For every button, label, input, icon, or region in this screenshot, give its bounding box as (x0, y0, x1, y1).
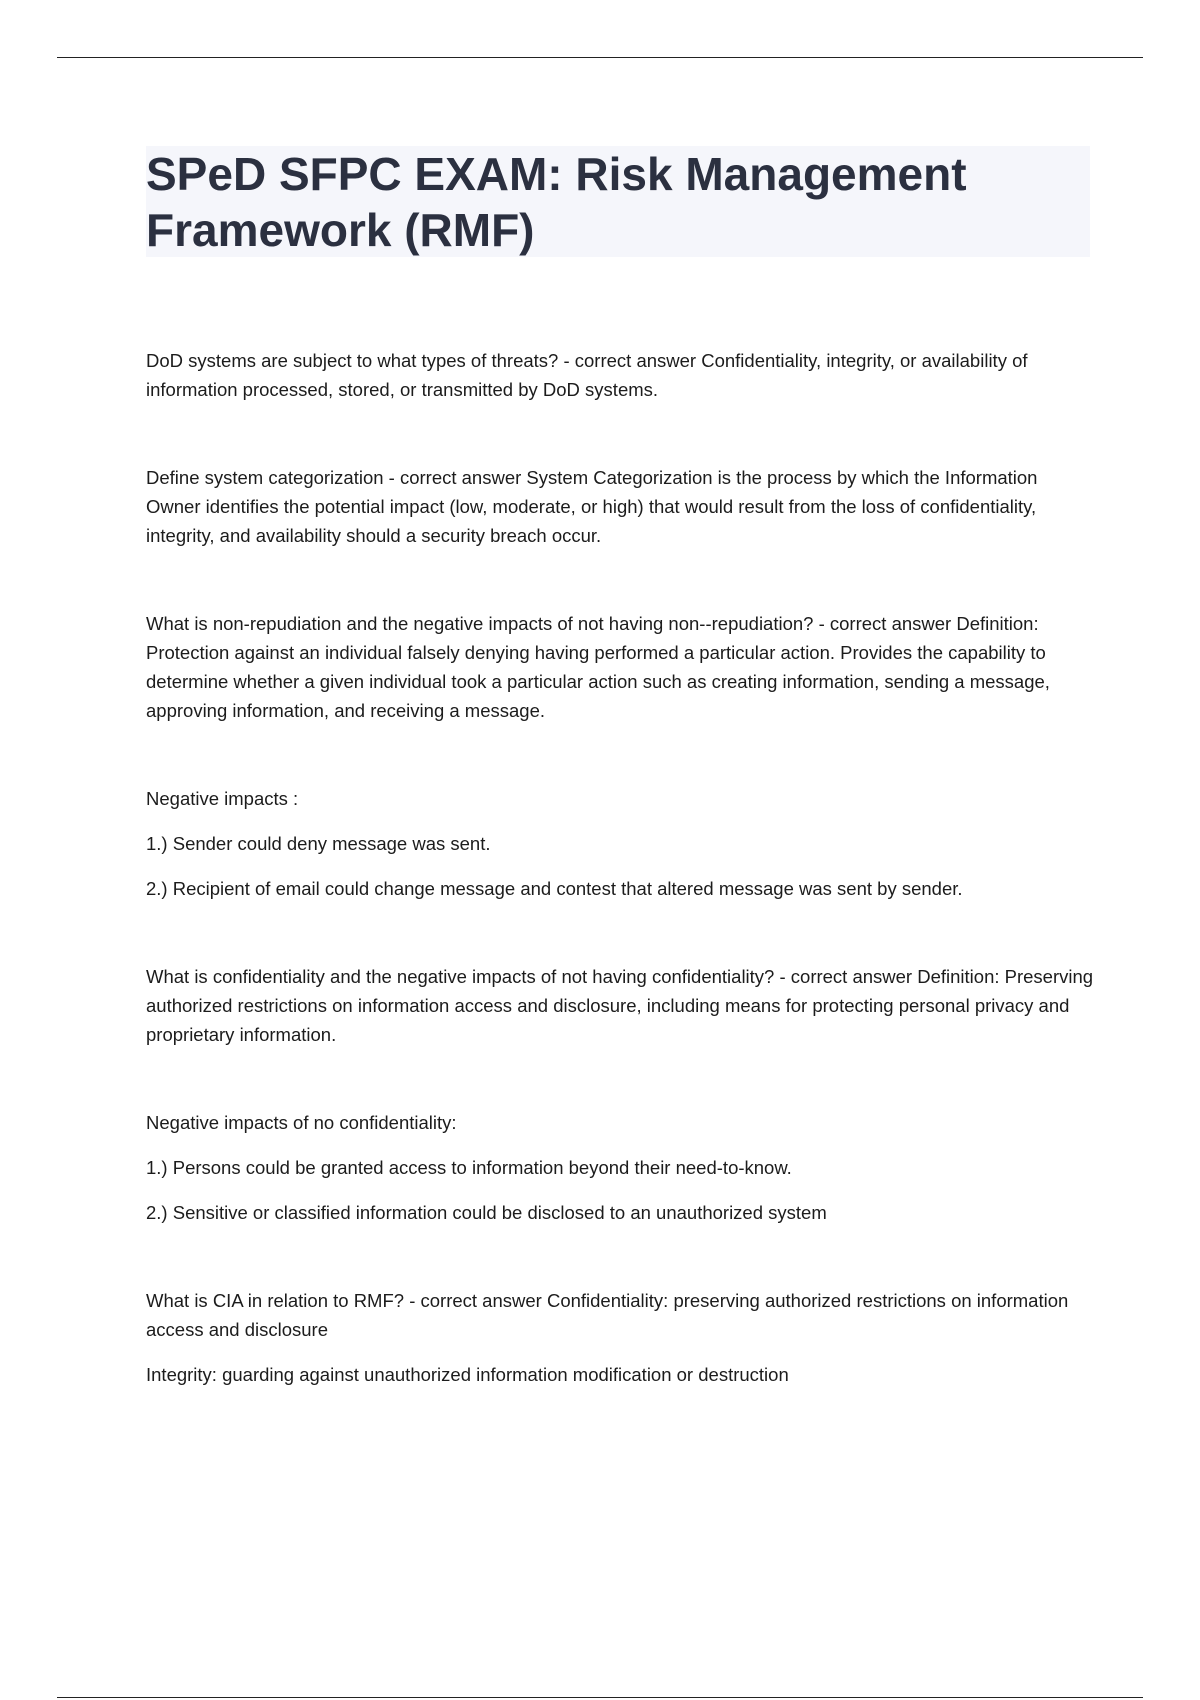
title-banner (146, 146, 1090, 257)
paragraph-non-repudiation: What is non-repudiation and the negative impacts of not having non--repudiation? - correct answer Definition: Protection against an individual falsely denying having performed a particular action. Provides the capability to determine whether a given individual took a particular action such as creating information, sending a message, approving information, and receiving a message. (146, 613, 1050, 721)
top-rule (57, 57, 1143, 58)
paragraph-negative-impacts-label: Negative impacts : (146, 788, 299, 809)
document-body (146, 346, 1096, 1389)
paragraph-confidentiality: What is confidentiality and the negative impacts of not having confidentiality? - correct answer Definition: Preserving authorized restrictions on information access and disclosure, including means for protecting personal privacy and proprietary information. (146, 966, 1094, 1045)
list-item: 2.) Recipient of email could change message and contest that altered message was sent by sender. (146, 878, 963, 899)
paragraph-threats: DoD systems are subject to what types of threats? - correct answer Confidentiality, integrity, or availability of information processed, stored, or transmitted by DoD systems. (146, 350, 1028, 400)
paragraph-integrity: Integrity: guarding against unauthorized information modification or destruction (146, 1364, 789, 1385)
document-title: SPeD SFPC EXAM: Risk Management Framework (RMF) (146, 148, 967, 256)
list-item: 1.) Persons could be granted access to information beyond their need-to-know. (146, 1157, 792, 1178)
bottom-rule (57, 1697, 1143, 1698)
paragraph-cia: What is CIA in relation to RMF? - correct answer Confidentiality: preserving authorized restrictions on information access and disclosure (146, 1290, 1069, 1340)
paragraph-system-categorization: Define system categorization - correct answer System Categorization is the process by which the Information Owner identifies the potential impact (low, moderate, or high) that would result from the loss of confidentiality, integrity, and availability should a security breach occur. (146, 467, 1038, 546)
paragraph-no-confidentiality-label: Negative impacts of no confidentiality: (146, 1112, 457, 1133)
list-item: 1.) Sender could deny message was sent. (146, 833, 491, 854)
list-item: 2.) Sensitive or classified information could be disclosed to an unauthorized system (146, 1202, 827, 1223)
